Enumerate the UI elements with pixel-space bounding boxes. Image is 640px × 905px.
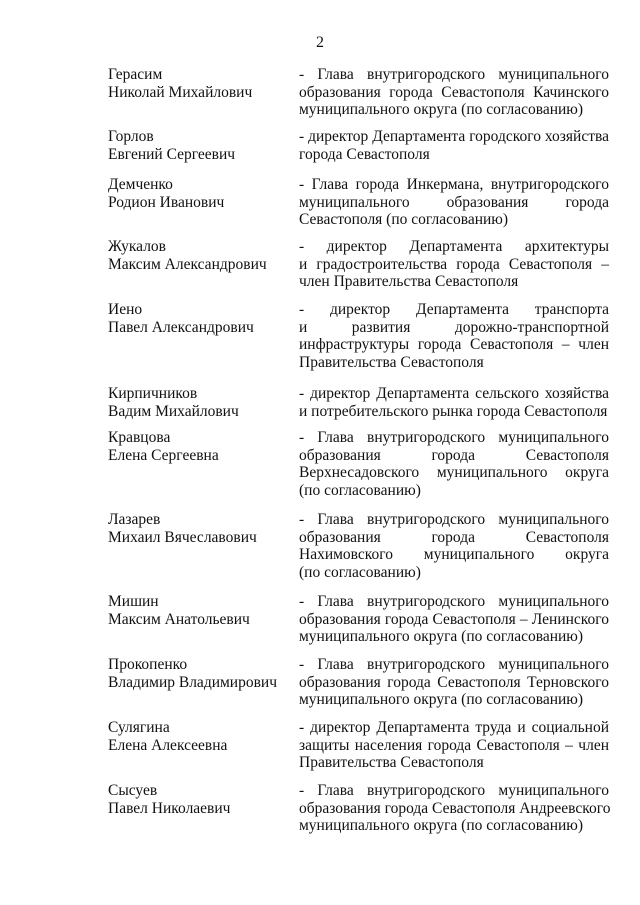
member-role-line: (по согласованию) <box>299 563 421 581</box>
member-given-names: Родион Иванович <box>108 193 225 211</box>
member-role <box>299 66 609 119</box>
member-role-line: муниципального округа (по согласованию) <box>299 817 584 834</box>
member-role-line: - Глава внутригородского муниципального <box>299 66 609 83</box>
member-role-line: Правительства Севастополя <box>299 754 484 771</box>
member-role-line: и потребительского рынка города Севастополя <box>299 402 608 420</box>
member-role-line: муниципального образования города <box>299 193 609 211</box>
member-surname: Иено <box>108 301 143 318</box>
member-role-line: член Правительства Севастополя <box>299 273 519 290</box>
member-name <box>108 719 288 754</box>
member-given-names: Николай Михайлович <box>108 83 253 101</box>
member-name <box>108 656 288 691</box>
member-given-names: Павел Александрович <box>108 318 254 336</box>
member-role <box>299 128 609 163</box>
member-role-line: муниципального округа (по согласованию) <box>299 101 584 118</box>
member-name <box>108 128 288 163</box>
member-role-line: - директор Департамента архитектуры <box>299 238 609 255</box>
member-name <box>108 176 288 211</box>
member-name <box>108 429 288 464</box>
member-role-line: - Глава города Инкермана, внутригородского <box>299 176 609 193</box>
member-given-names: Елена Сергеевна <box>108 446 219 464</box>
member-given-names: Елена Алексеевна <box>108 736 228 754</box>
member-role <box>299 719 609 772</box>
member-given-names: Павел Николаевич <box>108 799 231 817</box>
member-surname: Демченко <box>108 176 173 193</box>
member-role-line: образования города Севастополя <box>299 528 609 546</box>
member-surname: Сулягина <box>108 719 170 736</box>
member-surname: Горлов <box>108 128 154 145</box>
member-name <box>108 301 288 336</box>
member-role-line: образования города Севастополя – Ленинского <box>299 610 609 628</box>
member-role-line: (по согласованию) <box>299 481 421 499</box>
member-role-line: - директор Департамента городского хозяйства <box>299 128 609 145</box>
member-role-line: защиты населения города Севастополя – член <box>299 736 609 754</box>
member-surname: Герасим <box>108 66 163 83</box>
member-role-line: образования города Севастополя <box>299 446 609 464</box>
member-name <box>108 511 288 546</box>
member-role-line: Севастополя (по согласованию) <box>299 211 509 228</box>
member-role-line: Правительства Севастополя <box>299 353 484 371</box>
member-given-names: Максим Александрович <box>108 255 267 273</box>
member-surname: Жукалов <box>108 238 166 255</box>
page-number: 2 <box>316 34 324 51</box>
member-role-line: образования города Севастополя Терновского <box>299 673 609 691</box>
member-role <box>299 782 609 835</box>
member-role-line: муниципального округа (по согласованию) <box>299 628 584 645</box>
member-role-line: инфраструктуры города Севастополя – член <box>299 336 609 353</box>
member-given-names: Вадим Михайлович <box>108 402 239 420</box>
member-name <box>108 385 288 420</box>
member-name <box>108 238 288 273</box>
member-role <box>299 385 609 420</box>
member-role-line: - директор Департамента транспорта <box>299 301 609 318</box>
member-role <box>299 593 609 646</box>
member-role <box>299 301 609 371</box>
member-role-line: - Глава внутригородского муниципального <box>299 656 609 673</box>
member-role-line: города Севастополя <box>299 145 430 163</box>
member-role-line: - директор Департамента труда и социальной <box>299 719 609 736</box>
member-role-line: - Глава внутригородского муниципального <box>299 511 609 528</box>
member-role <box>299 238 609 291</box>
member-surname: Прокопенко <box>108 656 188 673</box>
member-given-names: Евгений Сергеевич <box>108 145 236 163</box>
member-role-line: - Глава внутригородского муниципального <box>299 429 609 446</box>
member-name <box>108 782 288 817</box>
member-role-line: - Глава внутригородского муниципального <box>299 593 609 610</box>
member-role <box>299 176 609 229</box>
member-name <box>108 66 288 101</box>
member-surname: Лазарев <box>108 511 161 528</box>
member-role-line: образования города Севастополя Качинского <box>299 83 609 101</box>
member-given-names: Владимир Владимирович <box>108 673 278 691</box>
member-surname: Кирпичников <box>108 385 198 402</box>
member-surname: Сысуев <box>108 782 158 799</box>
member-role-line: Нахимовского муниципального округа <box>299 546 609 563</box>
member-given-names: Максим Анатольевич <box>108 610 250 628</box>
member-name <box>108 593 288 628</box>
member-role <box>299 429 609 499</box>
member-role-line: Верхнесадовского муниципального округа <box>299 464 609 481</box>
member-role-line: муниципального округа (по согласованию) <box>299 691 584 708</box>
member-role-line: - директор Департамента сельского хозяйства <box>299 385 609 402</box>
member-role-line: и развития дорожно-транспортной <box>299 318 609 336</box>
member-surname: Кравцова <box>108 429 171 446</box>
member-role-line: и градостроительства города Севастополя – <box>299 255 609 273</box>
member-role <box>299 511 609 581</box>
member-role <box>299 656 609 709</box>
member-surname: Мишин <box>108 593 159 610</box>
member-given-names: Михаил Вячеславович <box>108 528 257 546</box>
member-role-line: - Глава внутригородского муниципального <box>299 782 609 799</box>
member-role-line: образования города Севастополя Андреевского <box>299 799 611 817</box>
